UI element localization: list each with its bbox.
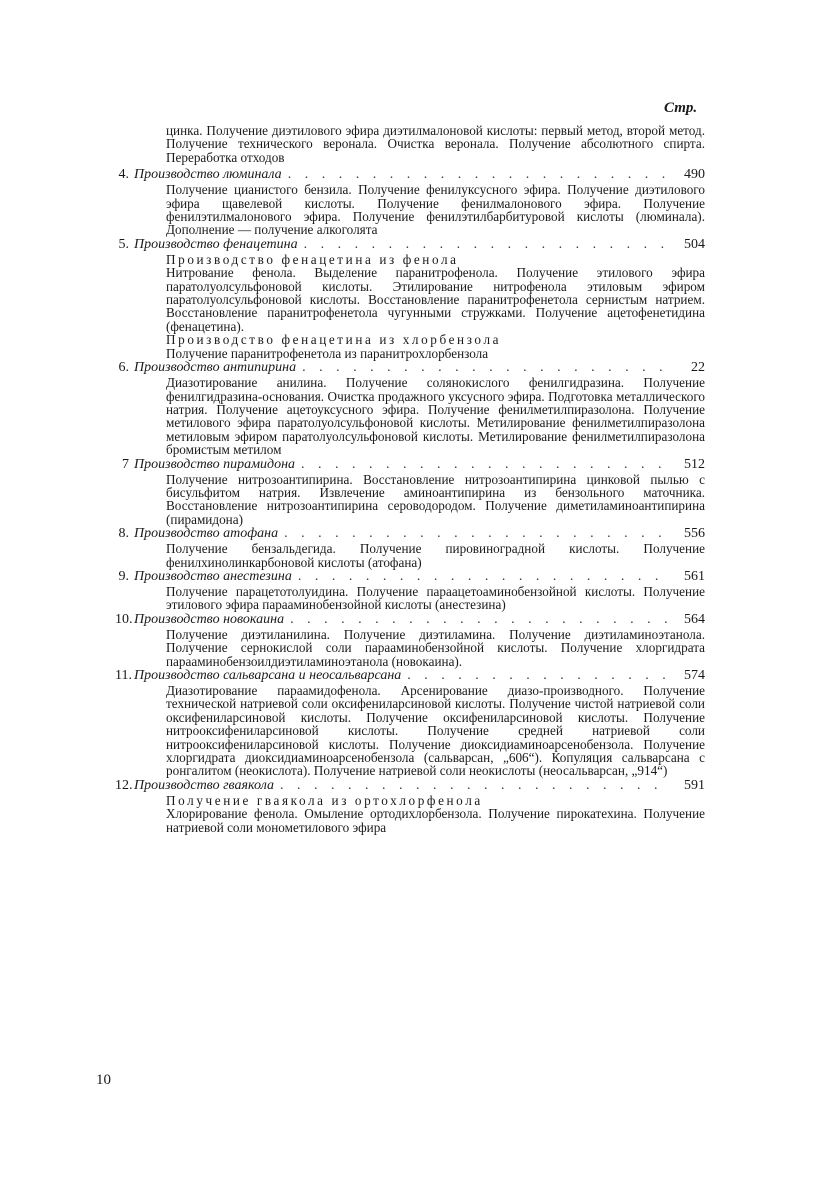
entry-page: 556: [684, 526, 705, 542]
entry-number: 9.: [118, 568, 129, 584]
leader-dots: [280, 778, 669, 794]
entry-number: 4.: [118, 167, 129, 183]
toc-entry-7: [115, 457, 705, 527]
entry-number: 12.: [115, 777, 133, 793]
entry-page: 574: [684, 668, 705, 683]
leader-dots: [304, 237, 669, 253]
toc-entry-5: [115, 237, 705, 360]
leader-dots: [284, 526, 669, 542]
toc-entry-6: [115, 360, 705, 456]
entry-subheading: Производство фенацетина из фенола: [166, 251, 459, 267]
entry-title: Производство люминала: [134, 167, 282, 183]
entry-page: 561: [684, 568, 705, 584]
entry-description: Получение нитрозоантипирина. Восстановление нитрозоантипирина цинковой пылью с бисульфитом натрия. Извлечение аминоантипирина из бензольного маточника. Восстановление нитрозоантипирина сероводородом. Получение диметиламиноантипирина (пирамидона): [166, 471, 705, 527]
entry-number: 11.: [115, 668, 132, 683]
toc-entry-11: [115, 668, 705, 778]
entry-title: Производство сальварсана и неосальварсана: [134, 668, 402, 683]
entry-description: Получение бензальдегида. Получение пировиноградной кислоты. Получение фенилхинолинкарбоновой кислоты (атофана): [166, 541, 705, 570]
entry-title: Производство антипирина: [134, 360, 297, 376]
toc-entry-8: [115, 526, 705, 569]
entry-number: 6.: [118, 360, 129, 376]
leader-dots: [301, 457, 669, 473]
entry-title: Производство новокаина: [134, 611, 285, 627]
entry-page: 564: [684, 611, 705, 627]
toc-entry-10: [115, 612, 705, 668]
entry-subheading: Получение гваякола из ортохлорфенола: [166, 792, 483, 808]
leader-dots: [302, 360, 669, 376]
entry-description: Получение паранитрофенетола из паранитрохлорбензола: [166, 345, 489, 361]
continuation-text: цинка. Получение диэтилового эфира диэтилмалоновой кислоты: первый метод, второй метод. Получение технического веронала. Очистка веронала. Получение абсолютного спирта. Переработка отходов: [166, 123, 705, 165]
page-column-label: Стр.: [664, 100, 698, 116]
table-of-contents: [115, 124, 705, 834]
entry-description: Получение диэтиланилина. Получение диэтиламина. Получение диэтиламиноэтанола. Получение сернокислой соли парааминобензойной кислоты. Получение хлоргидрата парааминобензоилдиэтиламиноэтанола (новокаина).: [166, 626, 705, 669]
leader-dots: [288, 167, 669, 183]
entry-title: Производство фенацетина: [134, 236, 298, 252]
entry-description: Нитрование фенола. Выделение паранитрофенола. Получение этилового эфира паратолуолсульфоновой кислоты. Этилирование нитрофенола этиловым эфиром паратолуолсульфоновой кислоты. Восстановление паранитрофенетола сернистым натрием. Восстановление паранитрофенетола чугунными стружками. Получение ацетофенетидина (фенацетина).: [166, 265, 705, 334]
entry-page: 591: [684, 777, 705, 793]
entry-number: 8.: [118, 526, 129, 542]
leader-dots: [298, 569, 669, 585]
leader-dots: [407, 668, 669, 684]
entry-number: 10.: [115, 611, 133, 627]
toc-entry-12: [115, 778, 705, 834]
entry-title: Производство атофана: [134, 526, 279, 542]
entry-description: Хлорирование фенола. Омыление ортодихлорбензола. Получение пирокатехина. Получение натриевой соли монометилового эфира: [166, 806, 705, 835]
entry-page: 512: [684, 456, 705, 472]
entry-number: 5.: [118, 236, 129, 252]
entry-description: Получение парацетотолуидина. Получение парaацетоаминобензойной кислоты. Получение этилового эфира параaминобензойной кислоты (анестезина): [166, 583, 705, 613]
entry-description: Диазотирование анилина. Получение солянокислого фенилгидразина. Получение фенилгидразина-основания. Очистка продажного уксусного эфира. Подготовка металлического натрия. Получение ацетоуксусного эфира. Получение фенилметилпиразолона. Получение метилового эфира паратолуолсульфоновой кислоты. Метилирование фенилметилпиразолона метиловым эфиром паратолуолсульфоновой кислоты. Метилирование фенилметилпиразолона бромистым метилом: [166, 375, 705, 458]
entry-title: Производство гваякола: [134, 777, 274, 793]
entry-number: 7: [122, 456, 129, 472]
entry-page: 490: [684, 167, 705, 183]
entry-subheading: Производство фенацетина из хлорбензола: [166, 332, 502, 348]
toc-entry-9: [115, 569, 705, 612]
entry-title: Производство пирамидона: [134, 456, 296, 472]
entry-page: 22: [691, 360, 705, 376]
entry-page: 504: [684, 236, 705, 252]
leader-dots: [290, 612, 669, 628]
entry-title: Производство анестезина: [134, 568, 292, 584]
entry-description: Получение цианистого бензила. Получение фенилуксусного эфира. Получение диэтилового эфира щавелевой кислоты. Получение фенилмалонового эфира. Получение фенилэтилмалонового эфира. Получение фенилэтилбарбитуровой кислоты (люминала). Дополнение — получение алкоголята: [166, 182, 705, 238]
toc-entry-4: [115, 167, 705, 237]
page-number: 10: [96, 1072, 111, 1088]
entry-description: Диазотирование параамидофенола. Арсенирование диазо-производного. Получение технической натриевой соли оксифениларсиновой кислоты. Получение чистой натриевой соли оксифениларсиновой кислоты. Получение оксифениларсиновой кислоты. Получение нитрооксифениларсиновой кислоты. Получение средней натриевой соли нитрооксифениларсиновой кислоты. Получение диоксидиаминоарсенобензола. Получение хлоргидрата диоксидиаминоарсенобензола (сальварсан, „606“). Копуляция сальварсана с ронгалитом (неокислота). Получение натриевой соли неокислоты (неосальварсан, „914“): [166, 683, 705, 779]
